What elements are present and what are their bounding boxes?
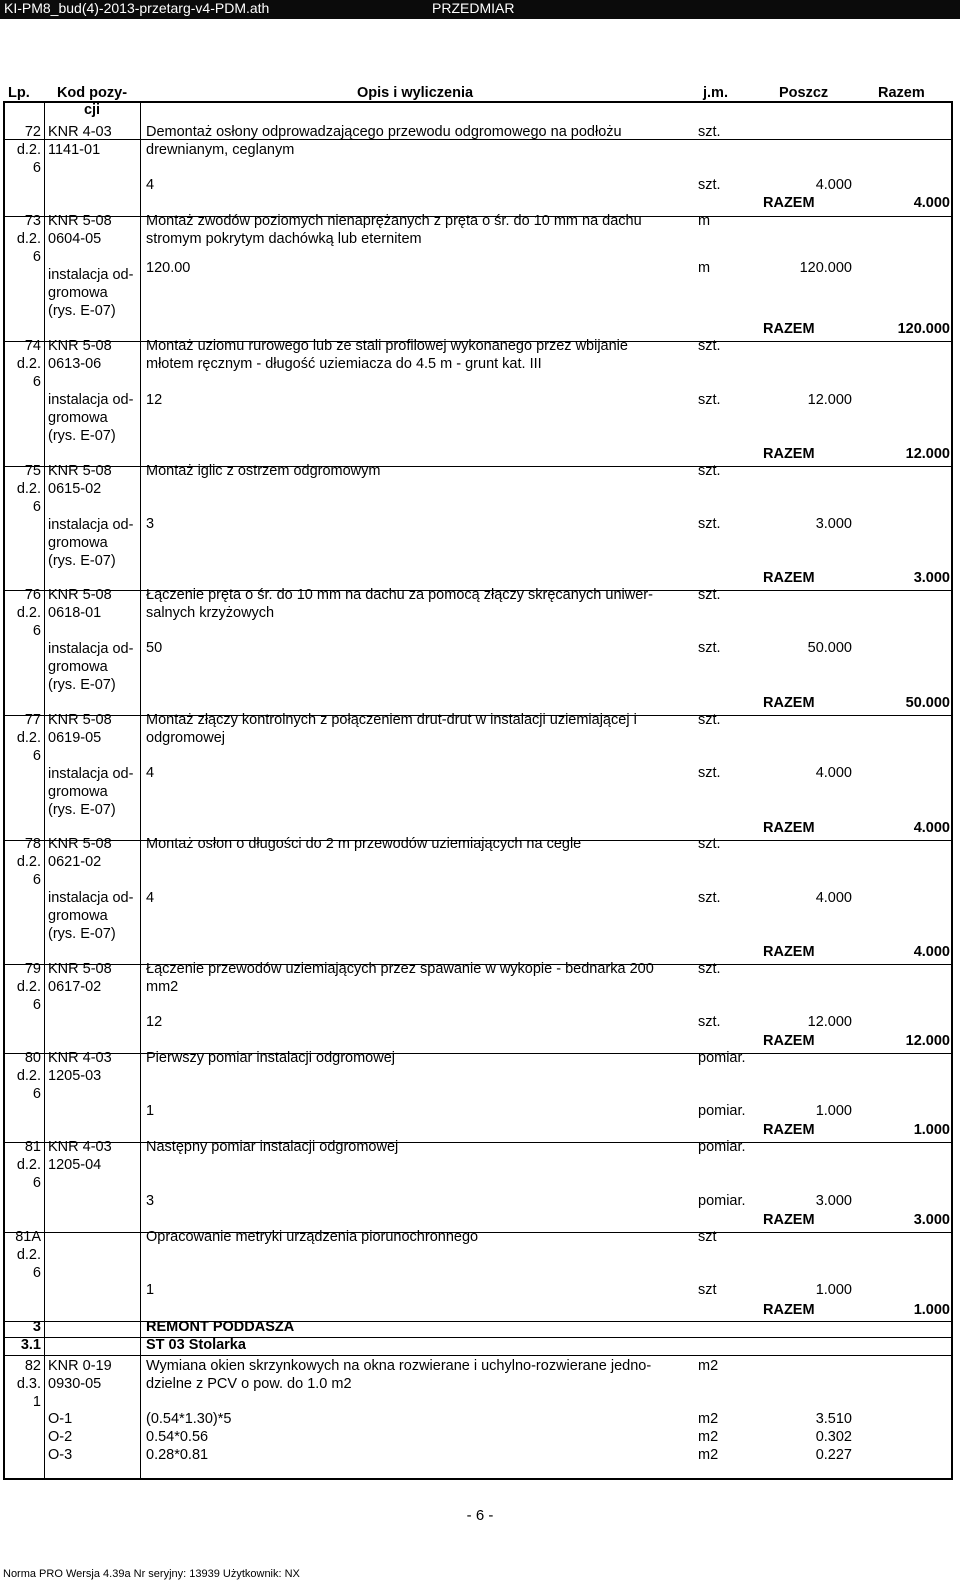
header-poszcz: Poszcz bbox=[779, 85, 829, 101]
row-kod: KNR 5-08 bbox=[48, 338, 112, 354]
row-lp: 6 bbox=[32, 249, 41, 265]
row-lp: 6 bbox=[32, 1175, 41, 1191]
row-jm: pomiar. bbox=[698, 1139, 746, 1155]
row-kod: 0621-02 bbox=[48, 854, 102, 870]
calc-expr: 3 bbox=[146, 1193, 155, 1209]
row-lp: 80 bbox=[24, 1050, 41, 1066]
row-kod: (rys. E-07) bbox=[48, 428, 116, 444]
row-lp: 81 bbox=[24, 1139, 41, 1155]
row-lp: 76 bbox=[24, 587, 41, 603]
row-kod: KNR 5-08 bbox=[48, 213, 112, 229]
row-lp: 72 bbox=[24, 124, 41, 140]
razem-label: RAZEM bbox=[763, 321, 815, 337]
row-kod: instalacja od- bbox=[48, 267, 134, 283]
razem-value: 120.000 bbox=[897, 321, 950, 337]
header-jm: j.m. bbox=[703, 85, 728, 101]
calc-value: 3.000 bbox=[815, 516, 852, 532]
col-divider-kod bbox=[140, 103, 141, 1478]
section-title: REMONT PODDASZA bbox=[146, 1319, 295, 1335]
row-lp: 75 bbox=[24, 463, 41, 479]
row-lp: d.2. bbox=[16, 854, 41, 870]
row-kod: instalacja od- bbox=[48, 517, 134, 533]
page-number: - 6 - bbox=[466, 1507, 494, 1524]
row-lp: d.2. bbox=[16, 142, 41, 158]
row-opis: młotem ręcznym - długość uziemiacza do 4.5 m - grunt kat. III bbox=[146, 356, 542, 372]
razem-label: RAZEM bbox=[763, 695, 815, 711]
row-jm: szt. bbox=[698, 712, 721, 728]
row-lp: d.2. bbox=[16, 605, 41, 621]
row-lp: 79 bbox=[24, 961, 41, 977]
row-lp: 6 bbox=[32, 872, 41, 888]
header-kod-line2: cji bbox=[83, 102, 101, 118]
row-divider bbox=[3, 1355, 953, 1356]
row-lp: 6 bbox=[32, 623, 41, 639]
row-kod: KNR 5-08 bbox=[48, 712, 112, 728]
row-lp: d.2. bbox=[16, 1247, 41, 1263]
row-opis: Pierwszy pomiar instalacji odgromowej bbox=[146, 1050, 396, 1066]
razem-label: RAZEM bbox=[763, 944, 815, 960]
calc-unit: szt. bbox=[698, 640, 721, 656]
calc-value: 120.000 bbox=[799, 260, 852, 276]
row-jm: szt. bbox=[698, 463, 721, 479]
row-kod: (rys. E-07) bbox=[48, 553, 116, 569]
row-lp: d.2. bbox=[16, 231, 41, 247]
razem-value: 12.000 bbox=[905, 1033, 950, 1049]
row-opis: Montaż iglic z ostrzem odgromowym bbox=[146, 463, 381, 479]
calc-unit: szt. bbox=[698, 516, 721, 532]
row-lp: 1 bbox=[32, 1394, 41, 1410]
calc-value: 4.000 bbox=[815, 765, 852, 781]
calc-value: 4.000 bbox=[815, 177, 852, 193]
row-lp: 6 bbox=[32, 997, 41, 1013]
header-lp: Lp. bbox=[8, 85, 30, 101]
row-jm: m2 bbox=[698, 1358, 719, 1374]
row-kod: 1205-03 bbox=[48, 1068, 102, 1084]
row-kod: instalacja od- bbox=[48, 392, 134, 408]
row-kod: (rys. E-07) bbox=[48, 677, 116, 693]
calc-expr: 1 bbox=[146, 1103, 155, 1119]
row-lp: 78 bbox=[24, 836, 41, 852]
row-jm: szt. bbox=[698, 338, 721, 354]
row-kod: 0618-01 bbox=[48, 605, 102, 621]
row-kod: KNR 0-19 bbox=[48, 1358, 112, 1374]
calc-unit: szt. bbox=[698, 890, 721, 906]
razem-value: 12.000 bbox=[905, 446, 950, 462]
row-kod: gromowa bbox=[48, 784, 108, 800]
razem-value: 4.000 bbox=[913, 195, 950, 211]
row-kod: gromowa bbox=[48, 410, 108, 426]
calc-unit: m bbox=[698, 260, 711, 276]
calc-code: O-2 bbox=[48, 1429, 73, 1445]
row-kod: KNR 5-08 bbox=[48, 836, 112, 852]
razem-value: 3.000 bbox=[913, 1212, 950, 1228]
row-opis: stromym pokrytym dachówką lub eternitem bbox=[146, 231, 422, 247]
row-opis: dzielne z PCV o pow. do 1.0 m2 bbox=[146, 1376, 352, 1392]
row-lp: 81A bbox=[15, 1229, 41, 1245]
row-lp: 77 bbox=[24, 712, 41, 728]
row-lp: d.2. bbox=[16, 730, 41, 746]
row-opis: Montaż złączy kontrolnych z połączeniem drut-drut w instalacji uziemiającej i bbox=[146, 712, 637, 728]
row-opis: Opracowanie metryki urządzenia piorunochronnego bbox=[146, 1229, 479, 1245]
calc-expr: (0.54*1.30)*5 bbox=[146, 1411, 232, 1427]
title-bar bbox=[0, 0, 960, 19]
row-lp: 6 bbox=[32, 748, 41, 764]
razem-label: RAZEM bbox=[763, 1033, 815, 1049]
calc-unit: pomiar. bbox=[698, 1103, 746, 1119]
section-num: 3 bbox=[32, 1319, 41, 1335]
razem-label: RAZEM bbox=[763, 1122, 815, 1138]
razem-label: RAZEM bbox=[763, 195, 815, 211]
calc-value: 4.000 bbox=[815, 890, 852, 906]
footer-license: Norma PRO Wersja 4.39a Nr seryjny: 13939 Użytkownik: NX bbox=[3, 1568, 300, 1580]
razem-value: 1.000 bbox=[913, 1122, 950, 1138]
calc-unit: szt bbox=[698, 1282, 717, 1298]
row-kod: KNR 4-03 bbox=[48, 1139, 112, 1155]
razem-label: RAZEM bbox=[763, 570, 815, 586]
row-lp: d.2. bbox=[16, 1157, 41, 1173]
calc-unit: szt. bbox=[698, 177, 721, 193]
row-jm: szt. bbox=[698, 961, 721, 977]
row-kod: KNR 5-08 bbox=[48, 463, 112, 479]
header-razem: Razem bbox=[878, 85, 925, 101]
document-name: KI-PM8_bud(4)-2013-przetarg-v4-PDM.ath bbox=[4, 0, 270, 16]
row-opis: Łączenie przewodów uziemiających przez spawanie w wykopie - bednarka 200 bbox=[146, 961, 654, 977]
razem-value: 50.000 bbox=[905, 695, 950, 711]
calc-unit: m2 bbox=[698, 1447, 719, 1463]
calc-expr: 0.28*0.81 bbox=[146, 1447, 209, 1463]
col-divider-lp bbox=[44, 103, 45, 1478]
row-kod: instalacja od- bbox=[48, 890, 134, 906]
row-kod: (rys. E-07) bbox=[48, 926, 116, 942]
row-lp: 6 bbox=[32, 374, 41, 390]
calc-unit: szt. bbox=[698, 1014, 721, 1030]
row-lp: 6 bbox=[32, 160, 41, 176]
calc-value: 1.000 bbox=[815, 1282, 852, 1298]
row-kod: instalacja od- bbox=[48, 641, 134, 657]
row-opis: Następny pomiar instalacji odgromowej bbox=[146, 1139, 399, 1155]
calc-unit: szt. bbox=[698, 392, 721, 408]
row-lp: 6 bbox=[32, 1265, 41, 1281]
row-jm: m bbox=[698, 213, 711, 229]
calc-unit: pomiar. bbox=[698, 1193, 746, 1209]
calc-value: 0.227 bbox=[815, 1447, 852, 1463]
razem-label: RAZEM bbox=[763, 1302, 815, 1318]
row-kod: 0615-02 bbox=[48, 481, 102, 497]
row-kod: 0930-05 bbox=[48, 1376, 102, 1392]
razem-value: 3.000 bbox=[913, 570, 950, 586]
row-kod: 0617-02 bbox=[48, 979, 102, 995]
row-lp: d.2. bbox=[16, 979, 41, 995]
calc-unit: szt. bbox=[698, 765, 721, 781]
header-opis: Opis i wyliczenia bbox=[357, 85, 474, 101]
calc-value: 3.000 bbox=[815, 1193, 852, 1209]
row-lp: 73 bbox=[24, 213, 41, 229]
calc-value: 0.302 bbox=[815, 1429, 852, 1445]
calc-expr: 4 bbox=[146, 890, 155, 906]
row-jm: szt. bbox=[698, 124, 721, 140]
razem-label: RAZEM bbox=[763, 446, 815, 462]
row-kod: KNR 4-03 bbox=[48, 124, 112, 140]
calc-expr: 1 bbox=[146, 1282, 155, 1298]
row-kod: (rys. E-07) bbox=[48, 303, 116, 319]
row-jm: szt. bbox=[698, 836, 721, 852]
row-kod: instalacja od- bbox=[48, 766, 134, 782]
row-kod: gromowa bbox=[48, 285, 108, 301]
row-kod: KNR 5-08 bbox=[48, 587, 112, 603]
row-kod: KNR 5-08 bbox=[48, 961, 112, 977]
razem-label: RAZEM bbox=[763, 1212, 815, 1228]
calc-value: 12.000 bbox=[807, 392, 852, 408]
calc-value: 12.000 bbox=[807, 1014, 852, 1030]
table-frame bbox=[3, 101, 953, 1480]
row-kod: 0604-05 bbox=[48, 231, 102, 247]
calc-code: O-3 bbox=[48, 1447, 73, 1463]
row-opis: Montaż uziomu rurowego lub ze stali profilowej wykonanego przez wbijanie bbox=[146, 338, 628, 354]
row-opis: drewnianym, ceglanym bbox=[146, 142, 295, 158]
header-kod-line1: Kod pozy- bbox=[56, 85, 128, 101]
razem-value: 4.000 bbox=[913, 944, 950, 960]
calc-expr: 12 bbox=[146, 1014, 163, 1030]
calc-unit: m2 bbox=[698, 1429, 719, 1445]
row-opis: salnych krzyżowych bbox=[146, 605, 275, 621]
section-num: 3.1 bbox=[20, 1337, 41, 1353]
calc-code: O-1 bbox=[48, 1411, 73, 1427]
row-jm: szt. bbox=[698, 587, 721, 603]
row-kod: 1141-01 bbox=[48, 142, 101, 158]
calc-expr: 12 bbox=[146, 392, 163, 408]
row-opis: Montaż osłon o długości do 2 m przewodów uziemiających na cegle bbox=[146, 836, 582, 852]
razem-value: 4.000 bbox=[913, 820, 950, 836]
row-lp: 6 bbox=[32, 499, 41, 515]
row-kod: 1205-04 bbox=[48, 1157, 102, 1173]
razem-label: RAZEM bbox=[763, 820, 815, 836]
calc-expr: 4 bbox=[146, 765, 155, 781]
row-kod: (rys. E-07) bbox=[48, 802, 116, 818]
calc-expr: 120.00 bbox=[146, 260, 191, 276]
row-lp: d.2. bbox=[16, 1068, 41, 1084]
row-jm: pomiar. bbox=[698, 1050, 746, 1066]
row-opis: Łączenie pręta o śr. do 10 mm na dachu za pomocą złączy skręcanych uniwer- bbox=[146, 587, 653, 603]
calc-expr: 3 bbox=[146, 516, 155, 532]
row-kod: KNR 4-03 bbox=[48, 1050, 112, 1066]
calc-value: 50.000 bbox=[807, 640, 852, 656]
row-kod: 0619-05 bbox=[48, 730, 102, 746]
row-lp: d.3. bbox=[16, 1376, 41, 1392]
calc-value: 3.510 bbox=[815, 1411, 852, 1427]
row-opis: Montaż zwodów poziomych nienaprężanych z pręta o śr. do 10 mm na dachu bbox=[146, 213, 642, 229]
row-lp: d.2. bbox=[16, 356, 41, 372]
calc-value: 1.000 bbox=[815, 1103, 852, 1119]
row-opis: mm2 bbox=[146, 979, 179, 995]
row-lp: d.2. bbox=[16, 481, 41, 497]
row-lp: 6 bbox=[32, 1086, 41, 1102]
calc-expr: 50 bbox=[146, 640, 163, 656]
row-kod: 0613-06 bbox=[48, 356, 102, 372]
section-title: ST 03 Stolarka bbox=[146, 1337, 246, 1353]
page bbox=[0, 19, 960, 1580]
row-kod: gromowa bbox=[48, 659, 108, 675]
row-kod: gromowa bbox=[48, 535, 108, 551]
row-lp: 74 bbox=[24, 338, 41, 354]
row-lp: 82 bbox=[24, 1358, 41, 1374]
row-opis: Wymiana okien skrzynkowych na okna rozwierane i uchylno-rozwierane jedno- bbox=[146, 1358, 652, 1374]
calc-expr: 4 bbox=[146, 177, 155, 193]
razem-value: 1.000 bbox=[913, 1302, 950, 1318]
document-tab[interactable]: PRZEDMIAR bbox=[432, 0, 515, 16]
calc-expr: 0.54*0.56 bbox=[146, 1429, 209, 1445]
row-kod: gromowa bbox=[48, 908, 108, 924]
row-jm: szt bbox=[698, 1229, 717, 1245]
calc-unit: m2 bbox=[698, 1411, 719, 1427]
row-opis: Demontaż osłony odprowadzającego przewodu odgromowego na podłożu bbox=[146, 124, 622, 140]
row-opis: odgromowej bbox=[146, 730, 225, 746]
